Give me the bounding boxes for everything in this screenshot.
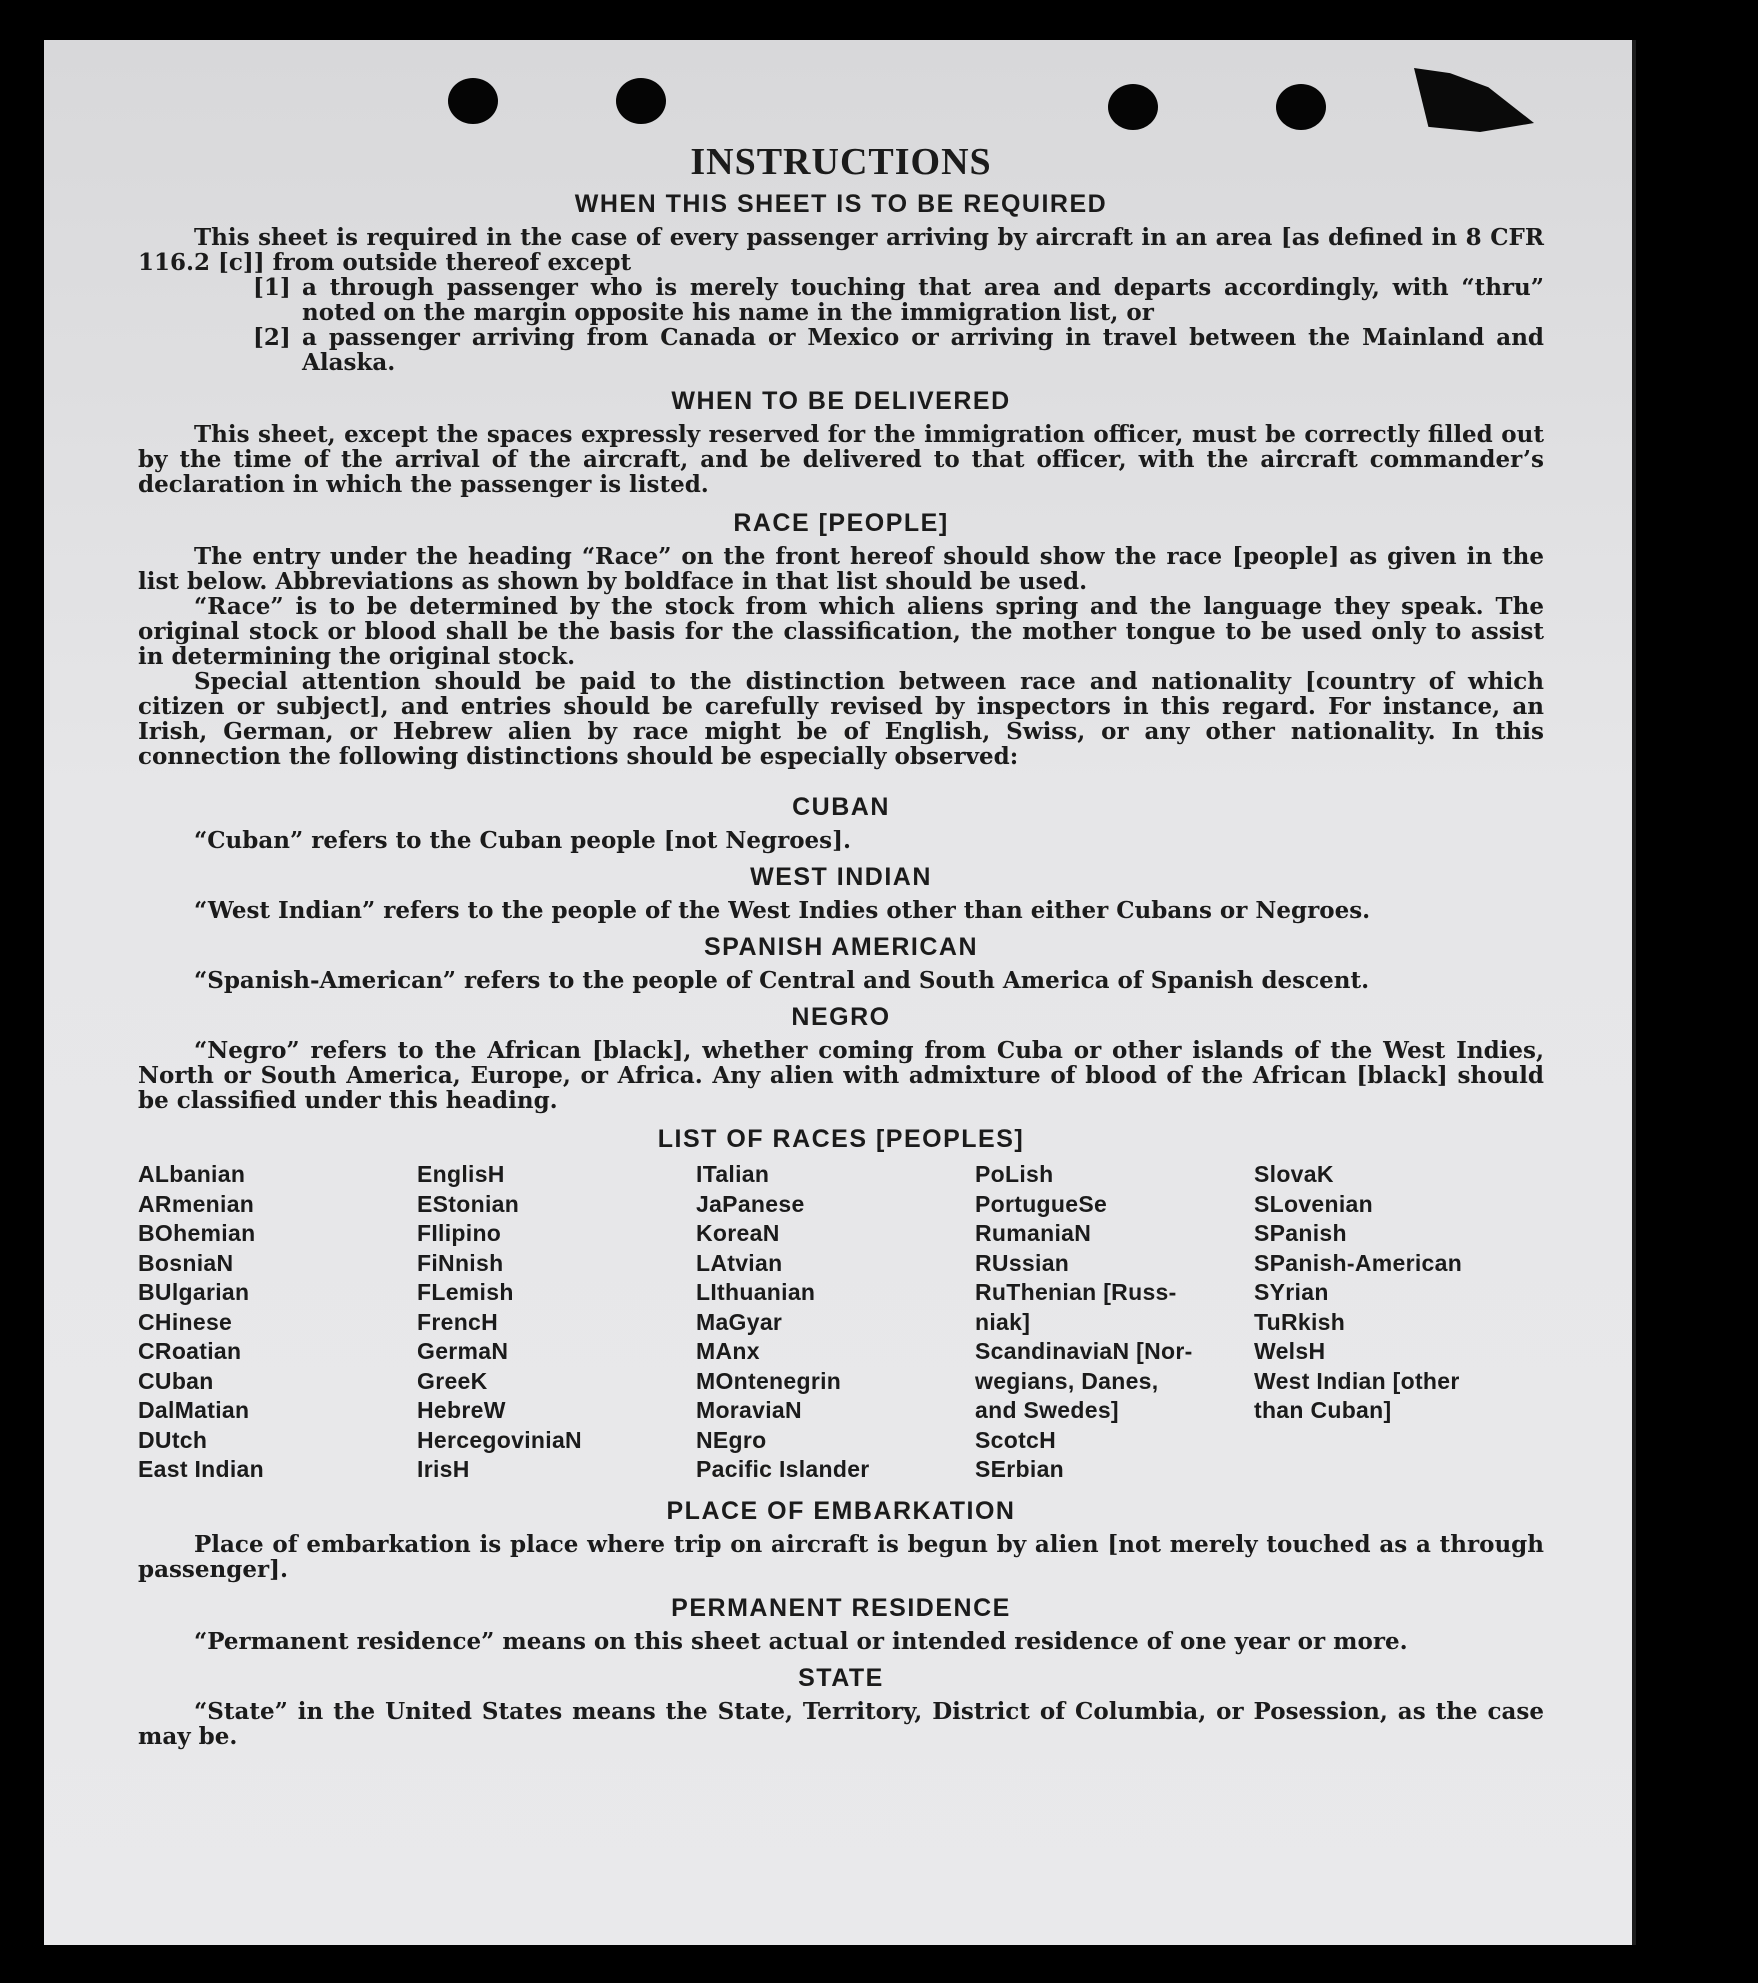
race-entry: West Indian [other [1254, 1367, 1460, 1394]
race-entry-continued: wegians, Danes, [975, 1367, 1159, 1394]
section-heading-required: WHEN THIS SHEET IS TO BE REQUIRED [574, 190, 1108, 218]
exception-number: [2] [253, 324, 291, 351]
section-heading-race: RACE [PEOPLE] [733, 509, 949, 537]
delivered-text: This sheet, except the spaces expressly reserved for the immigration officer, must be correctly filled out by the time of the arrival of the aircraft, and be delivered to that officer, with the aircraft commander’s declaration in which the passenger is listed. [138, 421, 1544, 498]
spanish-american-text: “Spanish-American” refers to the people of Central and South America of Spanish descent. [194, 967, 1370, 994]
race-entry: HercegoviniaN [417, 1426, 582, 1453]
punch-hole [1108, 84, 1158, 130]
race-entry: DUtch [138, 1426, 208, 1453]
instructions-content [138, 140, 1544, 1749]
exception-list [253, 275, 1544, 375]
race-entry: NEgro [696, 1426, 767, 1453]
race-entry: DalMatian [138, 1397, 250, 1423]
race-entry: SlovaK [1254, 1161, 1334, 1187]
race-entry: SPanish [1254, 1220, 1347, 1246]
punch-hole [1276, 84, 1326, 130]
races-column [1254, 1160, 1544, 1485]
race-entry: FLemish [417, 1279, 514, 1305]
race-entry: LIthuanian [696, 1279, 816, 1305]
race-paragraph-3: Special attention should be paid to the distinction between race and nationality [country of which citizen or subject], and entries should be carefully revised by inspectors in this regard. For instance, an Irish, German, or Hebrew alien by race might be of English, Swiss, or any other nationality. In this connection the following distinctions should be especially observed: [138, 668, 1544, 770]
races-column [138, 1160, 417, 1485]
residence-text: “Permanent residence” means on this sheet actual or intended residence of one year or more. [194, 1627, 1408, 1655]
section-heading-embarkation: PLACE OF EMBARKATION [666, 1496, 1016, 1525]
section-heading-list-of-races: LIST OF RACES [PEOPLES] [657, 1125, 1025, 1153]
race-entry: GermaN [417, 1338, 509, 1364]
section-heading-spanish-american: SPANISH AMERICAN [703, 933, 978, 961]
race-entry: MoraviaN [696, 1397, 802, 1423]
race-entry: FrencH [417, 1308, 499, 1335]
race-entry: MAnx [696, 1338, 760, 1364]
race-entry: FIlipino [417, 1220, 502, 1246]
race-paragraph-2: “Race” is to be determined by the stock from which aliens spring and the language they speak. The original stock or blood shall be the basis for the classification, the mother tongue to be used only to assist in determining the original stock. [138, 593, 1544, 670]
race-entry: IrisH [417, 1456, 470, 1482]
race-entry: HebreW [417, 1397, 506, 1423]
exception-text: a through passenger who is merely touching that area and departs accordingly, with “thru” noted on the margin opposite his name in the immigration list, or [302, 274, 1544, 326]
punch-hole [448, 78, 498, 124]
race-entry: MaGyar [696, 1308, 783, 1335]
race-entry: FiNnish [417, 1249, 504, 1276]
races-column [975, 1160, 1254, 1485]
negro-text: “Negro” refers to the African [black], whether coming from Cuba or other islands of the West Indies, North or South America, Europe, or Africa. Any alien with admixture of blood of the African [black] should be classified under this heading. [138, 1037, 1544, 1114]
race-entry: BosniaN [138, 1249, 234, 1276]
exception-item [253, 325, 1544, 375]
race-entry: RuThenian [Russ- [975, 1279, 1177, 1305]
race-entry: CUban [138, 1367, 214, 1394]
section-heading-west-indian: WEST INDIAN [750, 863, 932, 891]
race-entry-continued: and Swedes] [975, 1397, 1119, 1423]
race-entry: PortugueSe [975, 1190, 1108, 1217]
race-entry: BUlgarian [138, 1279, 250, 1305]
race-entry: EStonian [417, 1190, 520, 1217]
section-heading-delivered: WHEN TO BE DELIVERED [671, 387, 1011, 415]
race-entry: TuRkish [1254, 1308, 1346, 1335]
races-column [696, 1160, 975, 1485]
exception-text: a passenger arriving from Canada or Mexico or arriving in travel between the Mainland and Alaska. [302, 324, 1544, 376]
race-entry: RUssian [975, 1249, 1070, 1276]
required-intro: This sheet is required in the case of every passenger arriving by aircraft in an area [as defined in 8 CFR 116.2 [c]] from outside thereof except [138, 224, 1544, 276]
section-heading-cuban: CUBAN [792, 793, 890, 821]
race-entry: BOhemian [138, 1220, 256, 1246]
race-entry: ScandinaviaN [Nor- [975, 1338, 1193, 1364]
race-entry: GreeK [417, 1367, 488, 1394]
race-entry: KoreaN [696, 1220, 780, 1246]
race-entry: SLovenian [1254, 1190, 1374, 1217]
section-heading-state: STATE [798, 1663, 884, 1692]
embarkation-text: Place of embarkation is place where trip on aircraft is begun by alien [not merely touched as a through passenger]. [138, 1530, 1544, 1583]
race-entry: ScotcH [975, 1426, 1057, 1453]
state-text: “State” in the United States means the State, Territory, District of Columbia, or Posession, as the case may be. [138, 1697, 1544, 1750]
race-entry: RumaniaN [975, 1220, 1092, 1246]
race-entry: PoLish [975, 1161, 1054, 1187]
exception-item [253, 275, 1544, 325]
race-entry: ARmenian [138, 1190, 255, 1217]
punch-hole [616, 78, 666, 124]
race-entry-continued: niak] [975, 1308, 1031, 1335]
exception-number: [1] [253, 274, 291, 301]
race-paragraph-1: The entry under the heading “Race” on the front hereof should show the race [people] as given in the list below. Abbreviations as shown by boldface in that list should be used. [138, 543, 1544, 595]
race-entry: ITalian [696, 1161, 770, 1187]
race-entry: JaPanese [696, 1190, 805, 1217]
race-entry: East Indian [138, 1456, 264, 1482]
section-heading-negro: NEGRO [791, 1003, 891, 1031]
race-entry: MOntenegrin [696, 1367, 842, 1394]
race-entry: CHinese [138, 1308, 233, 1335]
races-column [417, 1160, 696, 1485]
race-entry: SErbian [975, 1456, 1065, 1482]
race-entry: SYrian [1254, 1279, 1329, 1305]
race-entry: WelsH [1254, 1338, 1326, 1364]
document-sheet [44, 40, 1636, 1945]
race-entry: LAtvian [696, 1249, 783, 1276]
race-entry: EnglisH [417, 1161, 505, 1187]
page-title: INSTRUCTIONS [690, 141, 992, 183]
race-entry: CRoatian [138, 1338, 242, 1364]
race-entry: ALbanian [138, 1161, 246, 1187]
cuban-text: “Cuban” refers to the Cuban people [not Negroes]. [194, 827, 852, 854]
race-entry-continued: than Cuban] [1254, 1397, 1392, 1423]
torn-corner [1414, 68, 1534, 132]
section-heading-residence: PERMANENT RESIDENCE [671, 1593, 1011, 1622]
race-entry: SPanish-American [1254, 1249, 1463, 1276]
west-indian-text: “West Indian” refers to the people of the West Indies other than either Cubans or Negroes. [194, 897, 1371, 924]
races-table [138, 1160, 1544, 1485]
race-entry: Pacific Islander [696, 1456, 870, 1482]
